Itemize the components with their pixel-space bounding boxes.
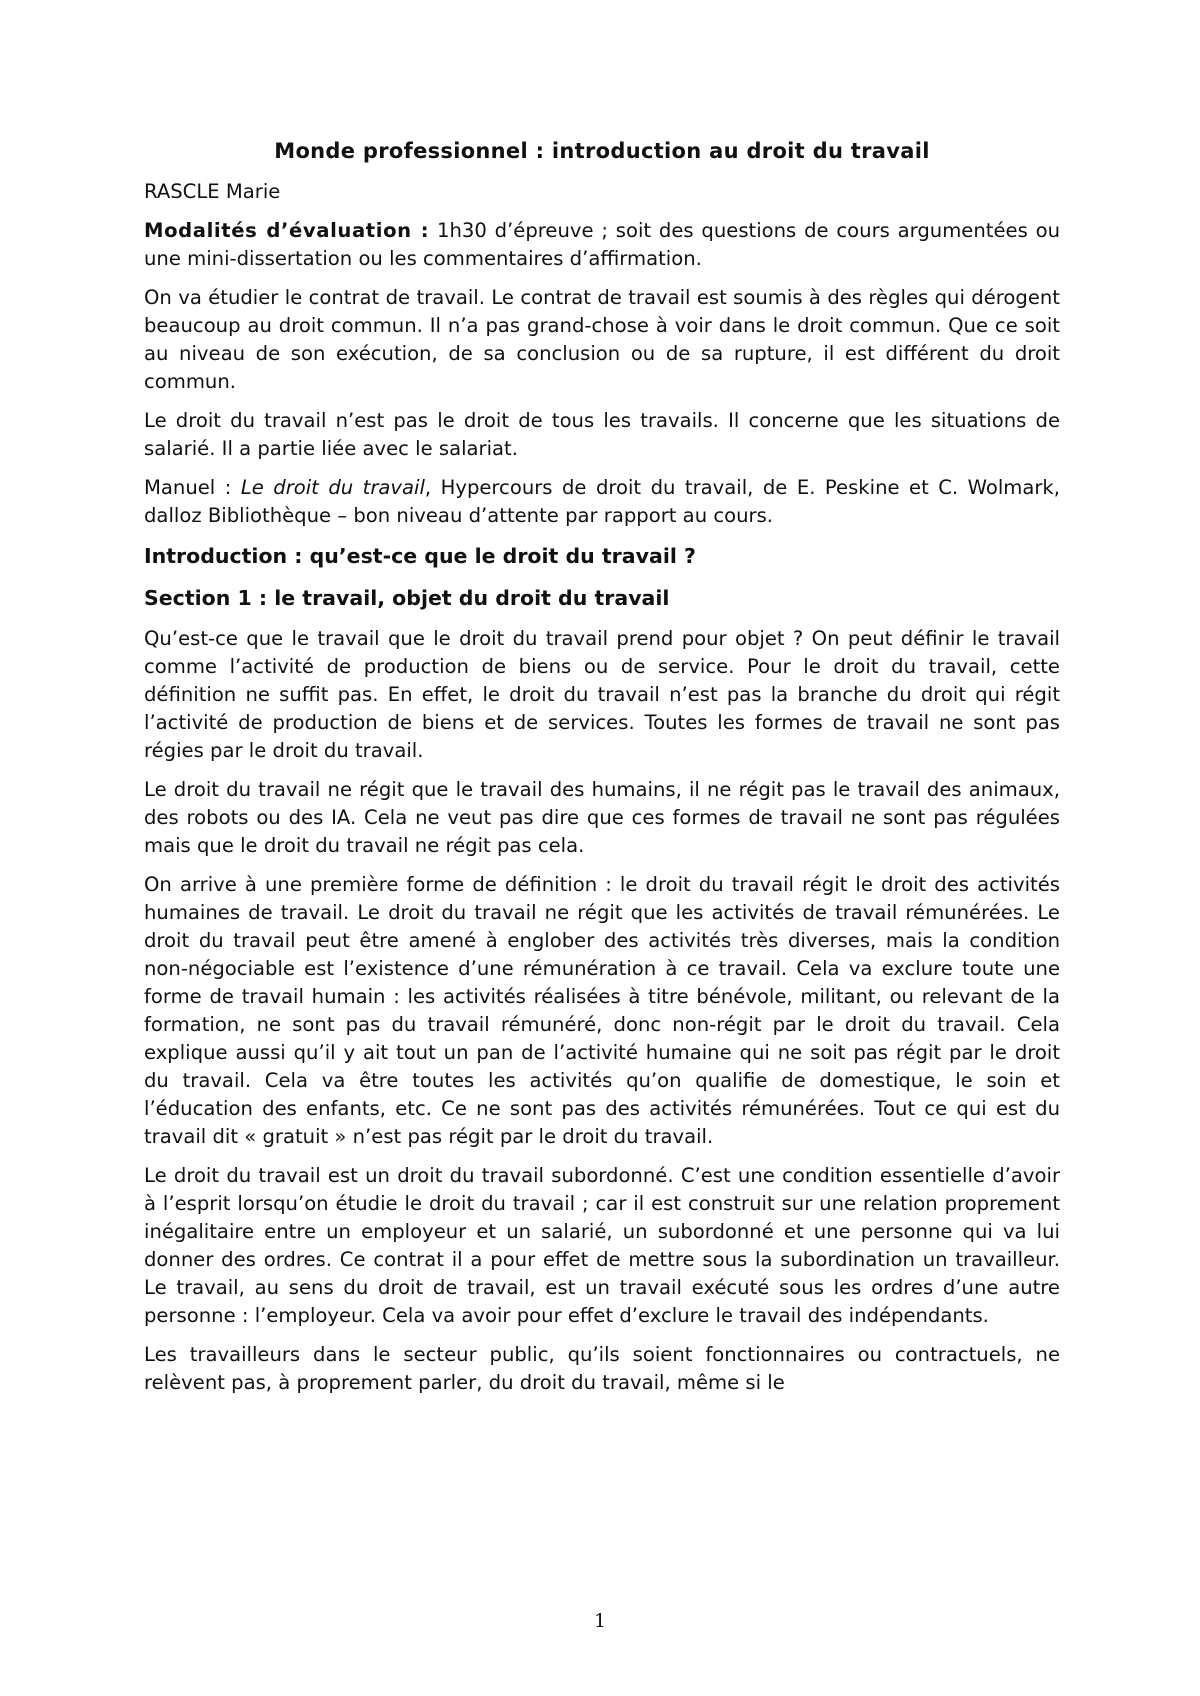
document-title: Monde professionnel : introduction au droit du travail <box>274 139 930 163</box>
body-paragraph: Qu’est-ce que le travail que le droit du travail prend pour objet ? On peut définir le travail comme l’activité de production de biens ou de service. Pour le droit du travail, cette définition ne suffit pas. En effet, le droit du travail n’est pas la branche du droit qui régit l’activité de production de biens et de services. Toutes les formes de travail ne sont pas régies par le droit du travail. <box>144 627 1060 762</box>
manuel-rest: , Hypercours de droit du travail, de E. Peskine et C. Wolmark, dalloz Bibliothèque – bon niveau d’attente par rapport au cours. <box>144 476 1061 527</box>
page-number: 1 <box>593 1610 607 1632</box>
evaluation-paragraph <box>144 217 1060 273</box>
body-paragraph: On arrive à une première forme de définition : le droit du travail régit le droit des activités humaines de travail. Le droit du travail ne régit que les activités de travail rémunérées. Le droit du travail peut être amené à englober des activités très diverses, mais la condition non-négociable est l’existence d’une rémunération à ce travail. Cela va exclure toute une forme de travail humain : les activités réalisées à titre bénévole, militant, ou relevant de la formation, ne sont pas du travail rémunéré, donc non-régit par le droit du travail. Cela explique aussi qu’il y ait tout un pan de l’activité humaine qui ne soit pas régit par le droit du travail. Cela va être toutes les activités qu’on qualifie de domestique, le soin et l’éducation des enfants, etc. Ce ne sont pas des activités rémunérées. Tout ce qui est du travail dit « gratuit » n’est pas régit par le droit du travail. <box>144 873 1060 1148</box>
evaluation-label: Modalités d’évaluation : <box>144 219 430 242</box>
body-paragraph: Les travailleurs dans le secteur public, qu’ils soient fonctionnaires ou contractuels, ne relèvent pas, à proprement parler, du droit du travail, même si le <box>144 1343 1060 1394</box>
evaluation-text: 1h30 d’épreuve ; soit des questions de cours argumentées ou une mini-dissertation ou les commentaires d’affirmation. <box>144 219 1061 270</box>
manuel-book-title: Le droit du travail <box>240 476 425 499</box>
manuel-prefix: Manuel : <box>144 476 241 499</box>
body-paragraph: Le droit du travail ne régit que le travail des humains, il ne régit pas le travail des animaux, des robots ou des IA. Cela ne veut pas dire que ces formes de travail ne sont pas régulées mais que le droit du travail ne régit pas cela. <box>144 778 1060 857</box>
manuel-paragraph <box>144 474 1060 530</box>
author-name: RASCLE Marie <box>144 180 281 203</box>
heading-introduction: Introduction : qu’est-ce que le droit du travail ? <box>144 544 696 568</box>
paragraph-contrat: On va étudier le contrat de travail. Le contrat de travail est soumis à des règles qui dérogent beaucoup au droit commun. Il n’a pas grand-chose à voir dans le droit commun. Que ce soit au niveau de son exécution, de sa conclusion ou de sa rupture, il est différent du droit commun. <box>144 286 1060 393</box>
body-paragraph: Le droit du travail est un droit du travail subordonné. C’est une condition essentielle d’avoir à l’esprit lorsqu’on étudie le droit du travail ; car il est construit sur une relation proprement inégalitaire entre un employeur et un salarié, un subordonné et une personne qui va lui donner des ordres. Ce contrat il a pour effet de mettre sous la subordination un travailleur. Le travail, au sens du droit de travail, est un travail exécuté sous les ordres d’une autre personne : l’employeur. Cela va avoir pour effet d’exclure le travail des indépendants. <box>144 1164 1060 1327</box>
paragraph-salariat: Le droit du travail n’est pas le droit de tous les travails. Il concerne que les situations de salarié. Il a partie liée avec le salariat. <box>144 409 1060 460</box>
document-page <box>144 136 1060 1408</box>
heading-section-1: Section 1 : le travail, objet du droit du travail <box>144 586 670 610</box>
